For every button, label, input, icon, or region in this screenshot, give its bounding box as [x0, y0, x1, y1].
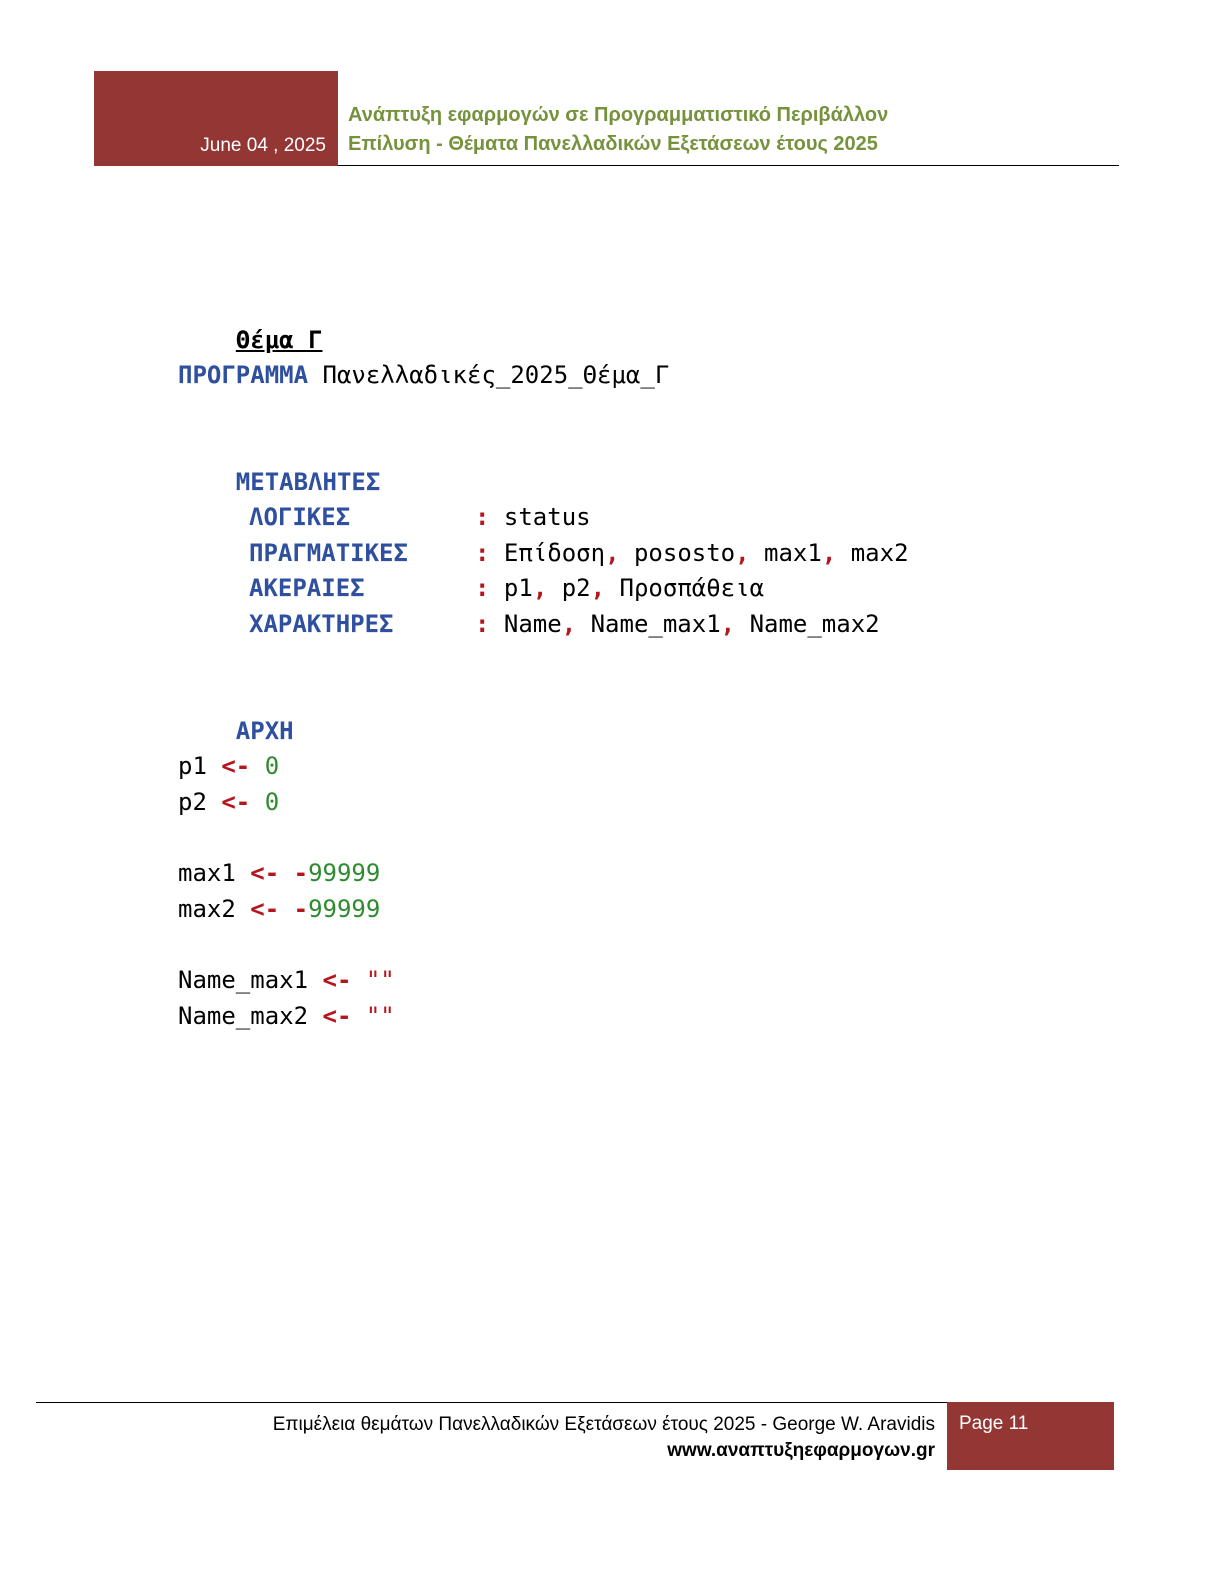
variable-name: Επίδοση: [503, 539, 606, 567]
declaration-type: ΑΚΕΡΑΙΕΣ: [249, 574, 365, 602]
assign-operator: <-: [221, 752, 251, 780]
declaration-colon: :: [475, 610, 490, 638]
assignment-value: 99999: [308, 859, 381, 887]
assignment-target: max2: [178, 895, 236, 923]
header-date-box: [94, 71, 338, 166]
begin-line: [178, 677, 294, 745]
assignment-target: p2: [178, 788, 207, 816]
separator-comma: ,: [605, 539, 620, 567]
assignment-target: Name_max2: [178, 1002, 309, 1030]
assignment-line: [178, 891, 380, 927]
separator-comma: ,: [561, 610, 577, 638]
assignment-value: 99999: [308, 895, 381, 923]
assignment-value: "": [365, 966, 395, 994]
variable-name: pososto: [633, 539, 736, 567]
page-number-box: [947, 1402, 1114, 1470]
assignment-value: "": [365, 1002, 395, 1030]
assignment-line: [178, 784, 279, 820]
declaration-colon: :: [475, 539, 490, 567]
declaration-values: [475, 606, 880, 642]
assign-operator: <-: [221, 788, 251, 816]
program-keyword: ΠΡΟΓΡΑΜΜΑ: [178, 361, 309, 389]
declaration-line: [178, 535, 978, 571]
variables-line: [178, 428, 381, 496]
declaration-colon: :: [475, 503, 490, 531]
declaration-values: [475, 570, 764, 606]
minus-sign: -: [293, 895, 309, 923]
assign-operator: <-: [250, 859, 280, 887]
separator-comma: ,: [720, 610, 736, 638]
assign-operator: <-: [250, 895, 280, 923]
assignment-value: 0: [264, 752, 280, 780]
separator-comma: ,: [590, 574, 606, 602]
minus-sign: -: [293, 859, 309, 887]
separator-comma: ,: [821, 539, 837, 567]
program-name: Πανελλαδικές_2025_Θέμα_Γ: [322, 361, 670, 389]
begin-keyword: ΑΡΧΗ: [235, 717, 294, 745]
page-number: Page 11: [959, 1413, 1029, 1434]
variable-name: Προσπάθεια: [619, 574, 765, 602]
footer-divider: [36, 1402, 947, 1403]
footer-website: www.αναπτυξηεφαρμογων.gr: [667, 1440, 935, 1461]
code-listing: [178, 286, 909, 1030]
topic-heading: [178, 286, 323, 354]
assignment-line: [178, 748, 279, 784]
variables-keyword: ΜΕΤΑΒΛΗΤΕΣ: [235, 468, 381, 496]
declaration-type: ΠΡΑΓΜΑΤΙΚΕΣ: [249, 539, 408, 567]
assign-operator: <-: [322, 966, 352, 994]
assignment-line: [178, 962, 395, 998]
topic-title: Θέμα Γ: [235, 326, 323, 354]
variable-name: p2: [561, 574, 591, 602]
variable-name: max2: [850, 539, 909, 567]
header-divider: [338, 165, 1119, 166]
variable-name: max1: [764, 539, 822, 567]
separator-comma: ,: [532, 574, 548, 602]
assignment-line: [178, 855, 380, 891]
declaration-line: [178, 570, 978, 606]
declaration-line: [178, 499, 978, 535]
footer-text: [273, 1412, 935, 1464]
assignment-target: p1: [178, 752, 207, 780]
separator-comma: ,: [735, 539, 750, 567]
declaration-values: [475, 499, 591, 535]
assignment-line: [178, 998, 395, 1034]
header-date: June 04 , 2025: [200, 135, 326, 156]
declaration-colon: :: [475, 574, 490, 602]
declaration-type: ΛΟΓΙΚΕΣ: [249, 503, 351, 531]
program-line: [178, 357, 669, 393]
variable-name: Name_max1: [590, 610, 721, 638]
header-title-line1: Ανάπτυξη εφαρμογών σε Προγραμματιστικό Περιβάλλον: [348, 104, 889, 126]
variable-name: status: [503, 503, 591, 531]
assignment-target: max1: [178, 859, 236, 887]
declaration-line: [178, 606, 978, 642]
assignment-target: Name_max1: [178, 966, 309, 994]
assignment-value: 0: [264, 788, 280, 816]
declaration-type: ΧΑΡΑΚΤΗΡΕΣ: [249, 610, 394, 638]
footer-credit: Επιμέλεια θεμάτων Πανελλαδικών Εξετάσεων έτους 2025 - George W. Aravidis: [272, 1414, 935, 1435]
variable-name: Name_max2: [749, 610, 880, 638]
header-title: [348, 101, 888, 159]
variable-name: p1: [503, 574, 533, 602]
variable-name: Name: [503, 610, 562, 638]
header-title-line2: Επίλυση - Θέματα Πανελλαδικών Εξετάσεων έτους 2025: [348, 133, 878, 155]
declaration-values: [475, 535, 909, 571]
assign-operator: <-: [322, 1002, 352, 1030]
